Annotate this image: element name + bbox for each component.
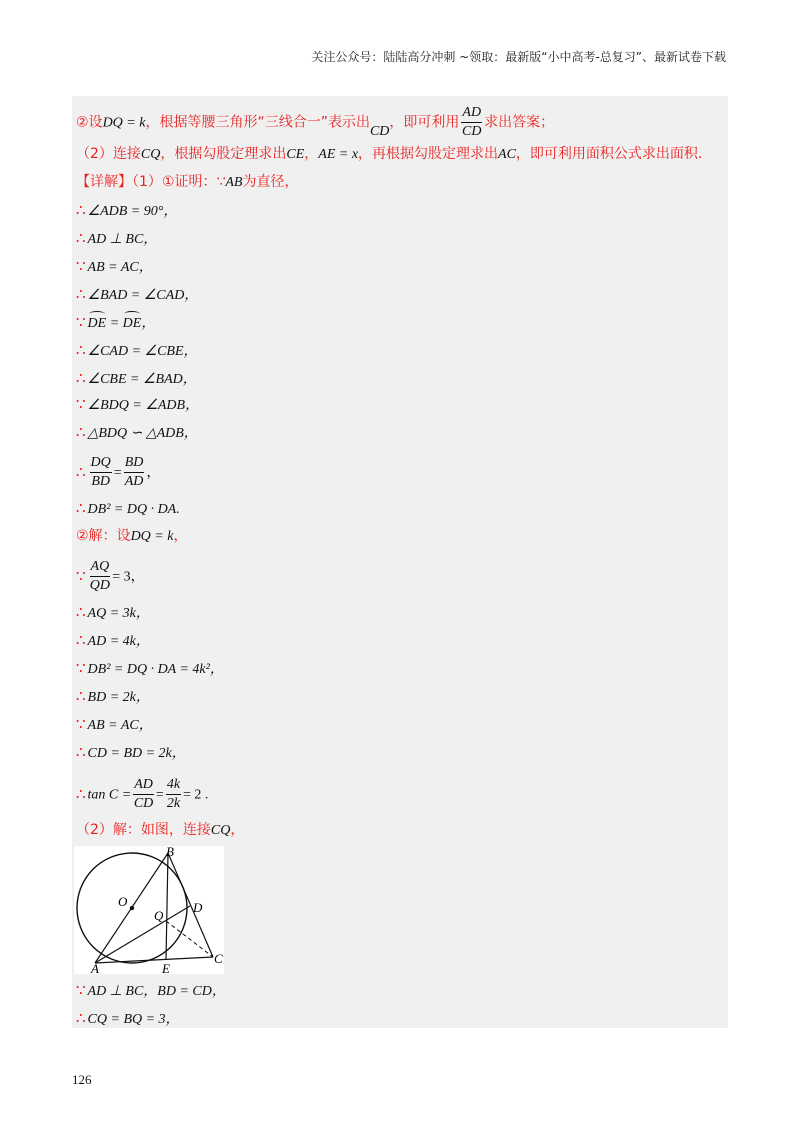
- line-11: ∵ ∠BDQ = ∠ADB，: [76, 395, 200, 413]
- therefore-symbol: ∴: [76, 201, 86, 219]
- arc-DE: DE: [88, 314, 107, 334]
- therefore-symbol: ∴: [76, 499, 86, 517]
- therefore-symbol: ∴: [76, 603, 86, 621]
- fraction: $\frac{DQ}{BD}$: [90, 455, 111, 489]
- text: ，即可利用: [389, 114, 460, 131]
- because-symbol: ∵: [76, 395, 86, 413]
- line-13: ∴ $\frac{DQ}{BD}$ = $\frac{BD}{AD}$ ，: [76, 455, 161, 489]
- page-header: 关注公众号：陆陆高分冲刺 ~领取：最新版“小中高考-总复习”、最新试卷下载: [311, 50, 726, 64]
- line-10: ∴ ∠CBE = ∠BAD，: [76, 369, 197, 387]
- fraction: $\frac{AD}{CD}$: [462, 105, 482, 139]
- line-1: [76, 104, 554, 141]
- fraction: $\frac{BD}{AD}$: [124, 455, 144, 489]
- line-17: ∴ AQ = 3k，: [76, 603, 150, 621]
- label-B: B: [166, 846, 174, 859]
- label-Q: Q: [154, 908, 164, 923]
- line-3: 【详解】（1）①证明：∵AB为直径，: [76, 174, 299, 190]
- solution-panel: [72, 96, 728, 1028]
- line-2: （2）连接CQ，根据勾股定理求出CE，AE = x，再根据勾股定理求出AC，即可利用面积公式求出面积.: [76, 146, 703, 162]
- line-6: ∵ AB = AC，: [76, 257, 153, 275]
- line-8: ∵ DE = DE，: [76, 312, 155, 334]
- line-24: （2）解：如图，连接CQ，: [76, 822, 245, 838]
- text: ②设: [76, 114, 103, 131]
- line-23: ∴ tan C = $\frac{AD}{CD}$ = $\frac{4k}{2k}$ = 2 .: [76, 777, 209, 811]
- line-26: ∴ CQ = BQ = 3，: [76, 1009, 180, 1027]
- therefore-symbol: ∴: [76, 285, 86, 303]
- therefore-symbol: ∴: [76, 229, 86, 247]
- label-A: A: [91, 961, 99, 974]
- line-4: ∴ ∠ADB = 90°，: [76, 201, 178, 219]
- therefore-symbol: ∴: [76, 341, 86, 359]
- because-symbol: ∵: [76, 659, 86, 677]
- fraction: $\frac{4k}{2k}$: [166, 777, 181, 811]
- therefore-symbol: ∴: [76, 784, 86, 803]
- because-symbol: ∵: [76, 566, 86, 585]
- therefore-symbol: ∴: [76, 462, 86, 481]
- line-19: ∵ DB² = DQ · DA = 4k²，: [76, 659, 224, 677]
- line-12: ∴ △BDQ ∽ △ADB，: [76, 423, 198, 441]
- line-7: ∴ ∠BAD = ∠CAD，: [76, 285, 199, 303]
- therefore-symbol: ∴: [76, 369, 86, 387]
- text: ，根据等腰三角形“三线合一”表示出: [145, 114, 370, 131]
- therefore-symbol: ∴: [76, 631, 86, 649]
- arc-DE: DE: [123, 314, 142, 334]
- label-C: C: [214, 951, 223, 966]
- line-5: ∴ AD ⊥ BC，: [76, 229, 158, 247]
- line-22: ∴ CD = BD = 2k，: [76, 743, 186, 761]
- therefore-symbol: ∴: [76, 743, 86, 761]
- therefore-symbol: ∴: [76, 423, 86, 441]
- line-21: ∵ AB = AC，: [76, 715, 153, 733]
- because-symbol: ∵: [76, 981, 86, 999]
- geometry-diagram: [74, 846, 224, 974]
- label-D: D: [193, 900, 203, 915]
- label-O: O: [118, 894, 128, 909]
- because-symbol: ∵: [76, 257, 86, 275]
- text: 求出答案；: [484, 114, 555, 131]
- line-15: ②解：设DQ = k，: [76, 528, 188, 544]
- line-9: ∴ ∠CAD = ∠CBE，: [76, 341, 198, 359]
- because-symbol: ∵: [76, 313, 86, 331]
- because-symbol: ∵: [76, 715, 86, 733]
- math: DQ = k: [102, 115, 146, 131]
- fraction: $\frac{AQ}{QD}$: [89, 559, 110, 593]
- center-point-O: [130, 906, 134, 910]
- line-18: ∴ AD = 4k，: [76, 631, 150, 649]
- line-25: ∵ AD ⊥ BC，BD = CD，: [76, 981, 226, 999]
- math: CD: [369, 123, 390, 139]
- label-E: E: [162, 961, 170, 974]
- fraction: $\frac{AD}{CD}$: [133, 777, 154, 811]
- therefore-symbol: ∴: [76, 687, 86, 705]
- line-20: ∴ BD = 2k，: [76, 687, 150, 705]
- therefore-symbol: ∴: [76, 1009, 86, 1027]
- line-14: ∴ DB² = DQ · DA.: [76, 499, 180, 517]
- page-number: 126: [72, 1072, 92, 1087]
- line-16: ∵ $\frac{AQ}{QD}$ = 3，: [76, 559, 145, 593]
